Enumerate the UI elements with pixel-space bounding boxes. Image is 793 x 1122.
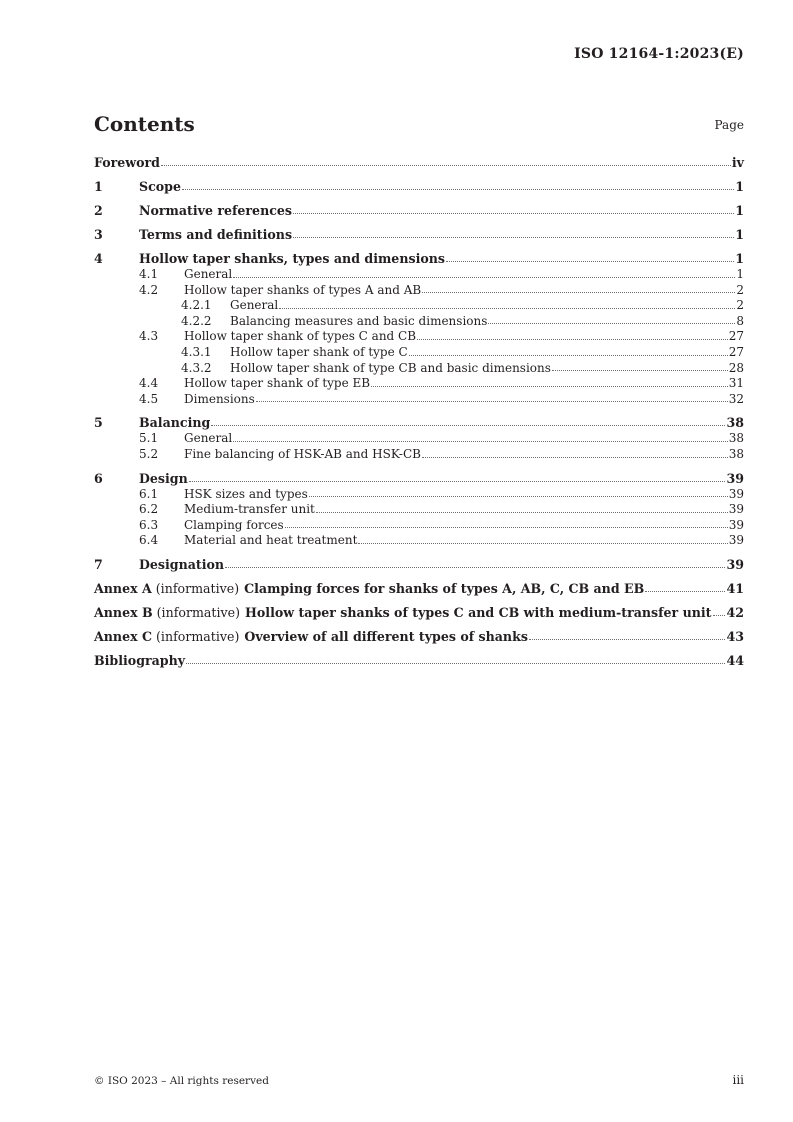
- toc-entry-number: 4.1: [139, 267, 159, 281]
- toc-entry-page: 38: [728, 431, 744, 446]
- toc-entry-title: Normative references: [139, 203, 293, 218]
- toc-entry-page: 42: [726, 604, 744, 620]
- toc-entry-title: [94, 605, 712, 621]
- toc-entry-title: Terms and definitions: [139, 227, 293, 242]
- toc-entry[interactable]: [94, 431, 744, 447]
- toc-entry-number: 6.1: [139, 486, 159, 501]
- toc-entry-page: 28: [728, 360, 744, 375]
- toc-entry[interactable]: [94, 557, 744, 573]
- toc-entry-number: 5: [94, 415, 103, 431]
- dot-leader: [161, 164, 731, 166]
- toc-entry[interactable]: [94, 283, 744, 299]
- toc-entry-number: 5.1: [139, 431, 159, 446]
- page-column-label: Page: [714, 118, 744, 132]
- toc-entry-number: 6.2: [139, 502, 159, 517]
- toc-entry-page: 39: [728, 517, 744, 532]
- toc-entry-title: [94, 581, 644, 597]
- toc-entry-number: 6.4: [139, 533, 159, 548]
- toc-entry-page: 1: [735, 251, 744, 266]
- toc-entry-title: Hollow taper shank of type EB: [184, 376, 371, 391]
- dot-leader: [186, 662, 725, 664]
- toc-entry-page: 41: [726, 580, 744, 596]
- toc-entry-title: Clamping forces: [184, 517, 284, 532]
- toc-entry-number: 4.2: [139, 282, 159, 297]
- toc-entry-title: Dimensions: [184, 391, 255, 406]
- toc-entry-title: Foreword: [94, 155, 160, 170]
- dot-leader: [417, 338, 728, 340]
- dot-leader: [371, 385, 728, 387]
- dot-leader: [285, 526, 728, 528]
- toc-spacer: [94, 597, 744, 605]
- dot-leader: [488, 322, 735, 324]
- dot-leader: [309, 495, 728, 497]
- toc-entry-title: Hollow taper shanks, types and dimensions: [139, 251, 445, 266]
- footer-page-number: iii: [732, 1073, 744, 1087]
- toc-entry-page: 27: [728, 344, 744, 359]
- toc-entry-number: 7: [94, 556, 103, 572]
- annex-title: Hollow taper shanks of types C and CB with medium-transfer unit: [244, 604, 712, 620]
- toc-entry-page: 39: [726, 556, 744, 572]
- toc-entry-title: Design: [139, 470, 188, 486]
- dot-leader: [182, 188, 734, 190]
- toc-entry-title: Balancing measures and basic dimensions: [230, 313, 488, 328]
- toc-entry-title: Scope: [139, 179, 181, 194]
- toc-entry-page: 38: [726, 415, 744, 431]
- annex-informative-label: (informative): [152, 628, 240, 644]
- dot-leader: [293, 212, 734, 214]
- toc-entry-title: HSK sizes and types: [184, 486, 308, 501]
- toc-entry-title: Hollow taper shanks of types A and AB: [184, 282, 422, 297]
- toc-entry-page: 1: [735, 203, 744, 218]
- toc-entry[interactable]: [94, 155, 744, 171]
- toc-entry[interactable]: [94, 581, 744, 597]
- toc-entry[interactable]: [94, 518, 744, 534]
- toc-entry-page: 2: [736, 298, 744, 313]
- toc-entry-title: Bibliography: [94, 652, 186, 668]
- toc-entry[interactable]: [94, 653, 744, 669]
- toc-entry[interactable]: [94, 447, 744, 463]
- dot-leader: [189, 480, 726, 482]
- toc-entry-title: Designation: [139, 556, 225, 572]
- toc-entry-title: [94, 629, 528, 645]
- annex-label: Annex C: [94, 628, 153, 644]
- toc-entry[interactable]: [94, 203, 744, 219]
- dot-leader: [233, 276, 735, 278]
- toc-entry-page: 43: [726, 628, 744, 644]
- dot-leader: [713, 614, 726, 616]
- toc-spacer: [94, 549, 744, 557]
- toc-entry-number: 6.3: [139, 517, 159, 532]
- header-standard-code: ISO 12164-1:2023(E): [574, 46, 744, 62]
- annex-label: Annex B: [94, 604, 153, 620]
- toc-spacer: [94, 621, 744, 629]
- toc-entry-page: 32: [728, 391, 744, 406]
- toc-entry[interactable]: [94, 361, 744, 377]
- toc-spacer: [94, 219, 744, 227]
- dot-leader: [529, 638, 726, 640]
- toc-entry[interactable]: [94, 533, 744, 549]
- toc-entry-number: 4.5: [139, 391, 159, 406]
- toc-entry[interactable]: [94, 605, 744, 621]
- toc-entry-page: 39: [726, 470, 744, 486]
- toc-entry[interactable]: [94, 179, 744, 195]
- toc-entry[interactable]: [94, 298, 744, 314]
- dot-leader: [316, 511, 728, 513]
- toc-entry-page: 31: [728, 376, 744, 391]
- footer-copyright: © ISO 2023 – All rights reserved: [94, 1075, 269, 1087]
- toc-entry[interactable]: [94, 227, 744, 243]
- dot-leader: [422, 291, 735, 293]
- toc-entry-number: 4.2.2: [181, 313, 212, 328]
- toc-entry[interactable]: [94, 629, 744, 645]
- toc-spacer: [94, 463, 744, 471]
- toc-entry-title: General: [184, 267, 233, 281]
- toc-entry-number: 4.3: [139, 329, 159, 344]
- toc-entry[interactable]: [94, 329, 744, 345]
- dot-leader: [446, 260, 734, 262]
- toc-entry[interactable]: [94, 345, 744, 361]
- toc-entry-page: 39: [728, 502, 744, 517]
- dot-leader: [409, 354, 728, 356]
- toc-entry-page: 1: [736, 267, 744, 281]
- toc-entry-page: 39: [728, 533, 744, 548]
- annex-informative-label: (informative): [151, 580, 240, 596]
- toc-entry[interactable]: [94, 471, 744, 487]
- annex-label: Annex A: [94, 580, 152, 596]
- toc-entry[interactable]: [94, 502, 744, 518]
- toc-entry[interactable]: [94, 267, 744, 283]
- toc-entry-title: General: [230, 298, 279, 313]
- dot-leader: [256, 400, 728, 402]
- dot-leader: [552, 369, 728, 371]
- toc-entry-page: 1: [735, 227, 744, 242]
- contents-title: Contents: [94, 112, 195, 136]
- dot-leader: [358, 542, 727, 544]
- toc-entry-number: 4.2.1: [181, 298, 212, 313]
- annex-title: Overview of all different types of shanks: [244, 628, 528, 644]
- toc-spacer: [94, 573, 744, 581]
- toc-entry-title: Hollow taper shank of type C: [230, 344, 408, 359]
- toc-entry-title: Fine balancing of HSK-AB and HSK-CB: [184, 446, 421, 461]
- toc-spacer: [94, 407, 744, 415]
- dot-leader: [279, 307, 735, 309]
- toc-spacer: [94, 243, 744, 251]
- toc-entry-number: 4.3.2: [181, 360, 212, 375]
- toc-entry-number: 5.2: [139, 446, 159, 461]
- annex-informative-label: (informative): [152, 604, 240, 620]
- dot-leader: [422, 456, 728, 458]
- toc-entry-number: 1: [94, 179, 103, 194]
- toc-entry-title: Hollow taper shank of type CB and basic dimensions: [230, 360, 551, 375]
- toc-entry-number: 3: [94, 227, 103, 242]
- toc-entry[interactable]: [94, 392, 744, 408]
- toc-entry-number: 2: [94, 203, 103, 218]
- toc-entry[interactable]: [94, 487, 744, 503]
- toc-entry[interactable]: [94, 251, 744, 267]
- dot-leader: [211, 424, 725, 426]
- toc-entry-number: 4.4: [139, 376, 159, 391]
- toc-entry-number: 6: [94, 470, 103, 486]
- toc-spacer: [94, 171, 744, 179]
- dot-leader: [225, 566, 725, 568]
- toc-entry-page: 38: [728, 446, 744, 461]
- toc-entry-title: General: [184, 431, 233, 446]
- toc-entry[interactable]: [94, 376, 744, 392]
- dot-leader: [645, 590, 725, 592]
- toc-entry-number: 4: [94, 251, 103, 266]
- toc-entry-title: Medium-transfer unit: [184, 502, 315, 517]
- toc-entry-page: 39: [728, 486, 744, 501]
- toc-entry-page: iv: [731, 155, 744, 170]
- toc-entry-page: 1: [735, 179, 744, 194]
- toc-entry-title: Material and heat treatment: [184, 533, 358, 548]
- table-of-contents: [94, 155, 744, 669]
- dot-leader: [233, 440, 727, 442]
- annex-title: Clamping forces for shanks of types A, AB, C, CB and EB: [244, 580, 645, 596]
- toc-entry-number: 4.3.1: [181, 344, 212, 359]
- toc-spacer: [94, 195, 744, 203]
- toc-entry-page: 8: [736, 313, 744, 328]
- toc-entry-title: Hollow taper shank of types C and CB: [184, 329, 417, 344]
- toc-entry-page: 2: [736, 282, 744, 297]
- toc-entry-page: 44: [726, 652, 744, 668]
- toc-entry[interactable]: [94, 314, 744, 330]
- dot-leader: [293, 236, 734, 238]
- toc-spacer: [94, 645, 744, 653]
- toc-entry-title: Balancing: [139, 415, 211, 431]
- toc-entry[interactable]: [94, 415, 744, 431]
- toc-entry-page: 27: [728, 329, 744, 344]
